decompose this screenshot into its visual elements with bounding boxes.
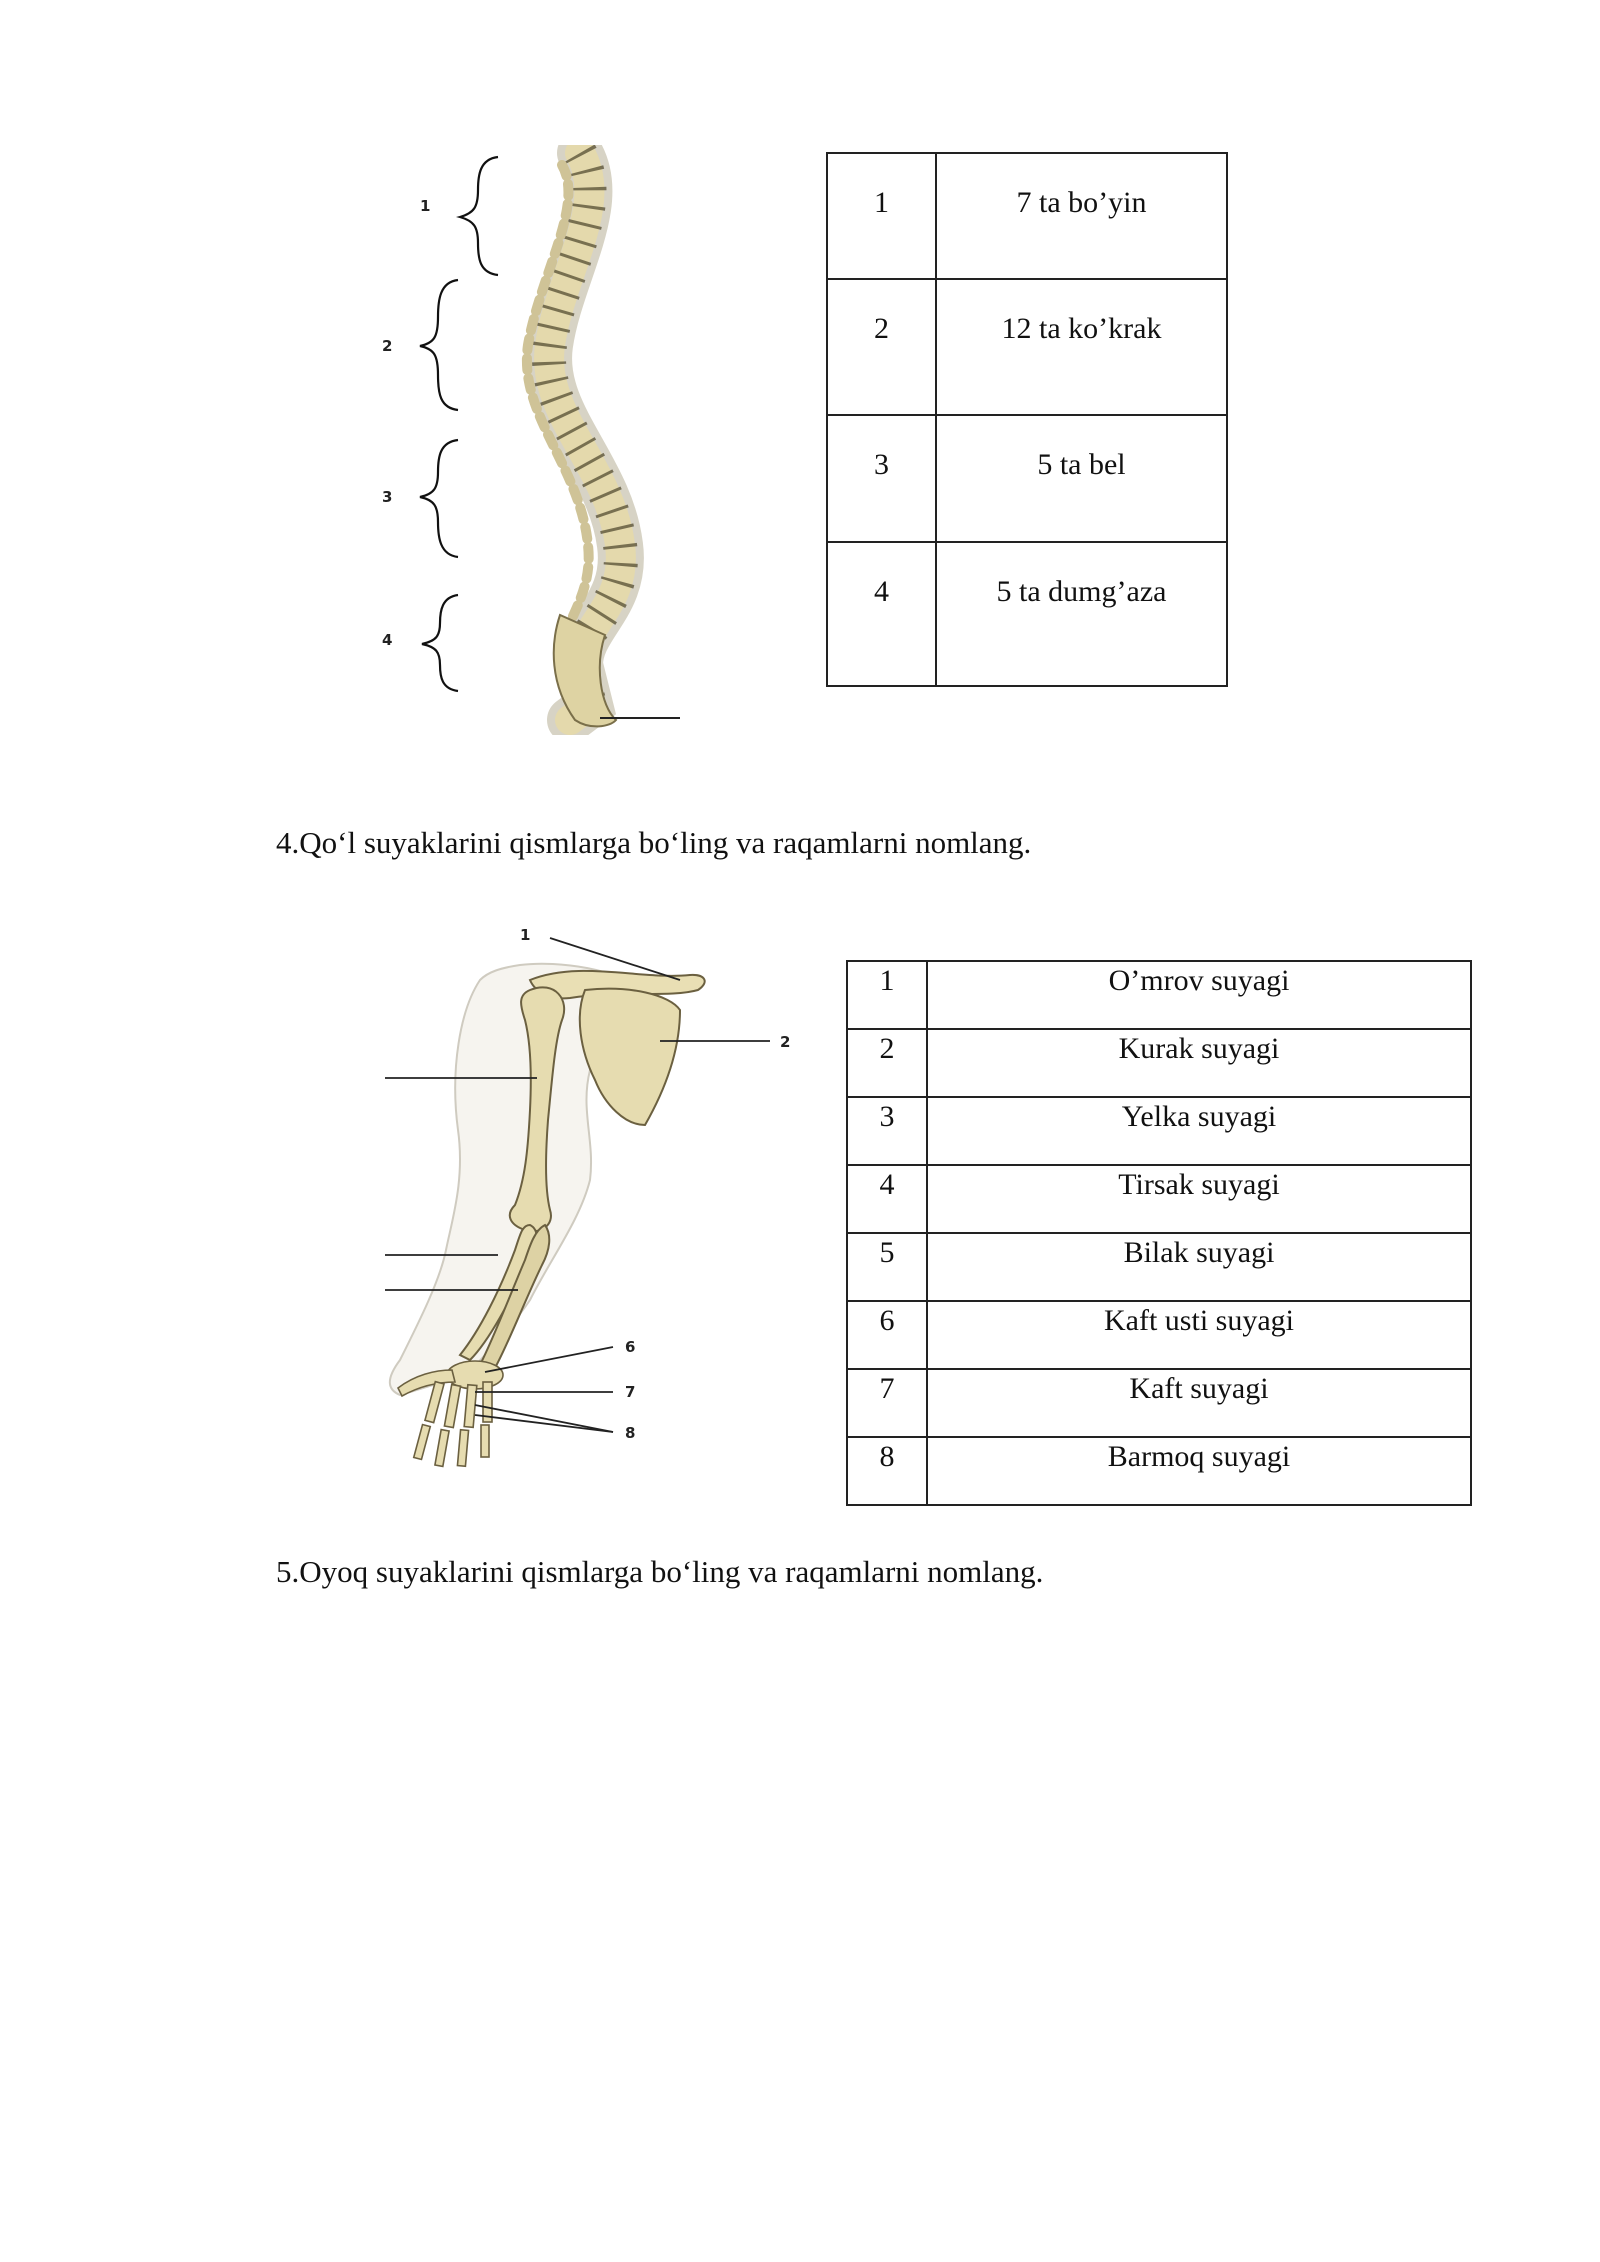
- brace-3: [420, 440, 458, 557]
- phalanx: [481, 1425, 489, 1457]
- arm-table: [846, 960, 1472, 1506]
- row-text: Bilak suyagi: [927, 1233, 1471, 1301]
- table-row: [847, 1029, 1471, 1097]
- row-number: 7: [847, 1369, 927, 1437]
- row-text: Kaft usti suyagi: [927, 1301, 1471, 1369]
- row-number: 4: [847, 1165, 927, 1233]
- spine-region-braces: [420, 157, 498, 691]
- row-number: 5: [847, 1233, 927, 1301]
- brace-2: [420, 280, 458, 410]
- spine-label-3: 3: [382, 488, 393, 506]
- table-row: [827, 279, 1227, 415]
- row-number: 2: [827, 279, 936, 415]
- question-4: 4.Qo‘l suyaklarini qismlarga bo‘ling va raqamlarni nomlang.: [276, 825, 1032, 860]
- table-row: [847, 1301, 1471, 1369]
- phalanx: [435, 1430, 449, 1467]
- row-number: 3: [827, 415, 936, 542]
- row-text: Barmoq suyagi: [927, 1437, 1471, 1505]
- metacarpal: [464, 1385, 477, 1428]
- spine-label-2: 2: [382, 337, 393, 355]
- row-number: 8: [847, 1437, 927, 1505]
- metacarpal: [444, 1385, 460, 1428]
- brace-4: [422, 595, 458, 691]
- table-row: [827, 153, 1227, 279]
- row-text: 5 ta bel: [936, 415, 1227, 542]
- row-text: O’mrov suyagi: [927, 961, 1471, 1029]
- phalanx: [414, 1425, 431, 1460]
- row-text: Yelka suyagi: [927, 1097, 1471, 1165]
- row-number: 4: [827, 542, 936, 686]
- row-number: 2: [847, 1029, 927, 1097]
- row-number: 1: [847, 961, 927, 1029]
- table-row: [827, 415, 1227, 542]
- table-row: [847, 1369, 1471, 1437]
- arm-label-8: 8: [625, 1424, 636, 1442]
- question-5: 5.Oyoq suyaklarini qismlarga bo‘ling va raqamlarni nomlang.: [276, 1554, 1044, 1589]
- spine-table: [826, 152, 1228, 687]
- table-row: [827, 542, 1227, 686]
- row-text: 7 ta bo’yin: [936, 153, 1227, 279]
- table-row: [847, 961, 1471, 1029]
- arm-label-2: 2: [780, 1033, 791, 1051]
- spine-illustration: [380, 145, 680, 735]
- table-row: [847, 1165, 1471, 1233]
- row-number: 3: [847, 1097, 927, 1165]
- table-row: [847, 1437, 1471, 1505]
- scapula: [580, 989, 680, 1125]
- pointer-line-8b: [475, 1405, 613, 1432]
- vertebral-column: [527, 153, 621, 726]
- spine-label-4: 4: [382, 631, 393, 649]
- row-text: Kaft suyagi: [927, 1369, 1471, 1437]
- row-number: 6: [847, 1301, 927, 1369]
- spine-label-1: 1: [420, 197, 431, 215]
- row-text: 12 ta ko’krak: [936, 279, 1227, 415]
- phalanx: [457, 1430, 468, 1467]
- brace-1: [460, 157, 498, 275]
- table-row: [847, 1097, 1471, 1165]
- arm-label-7: 7: [625, 1383, 636, 1401]
- table-row: [847, 1233, 1471, 1301]
- row-text: 5 ta dumg’aza: [936, 542, 1227, 686]
- metacarpal: [425, 1382, 444, 1423]
- row-text: Kurak suyagi: [927, 1029, 1471, 1097]
- arm-label-1: 1: [520, 926, 531, 944]
- row-text: Tirsak suyagi: [927, 1165, 1471, 1233]
- arm-label-6: 6: [625, 1338, 636, 1356]
- pointer-line-8a: [475, 1415, 613, 1432]
- arm-illustration: [380, 920, 820, 1490]
- row-number: 1: [827, 153, 936, 279]
